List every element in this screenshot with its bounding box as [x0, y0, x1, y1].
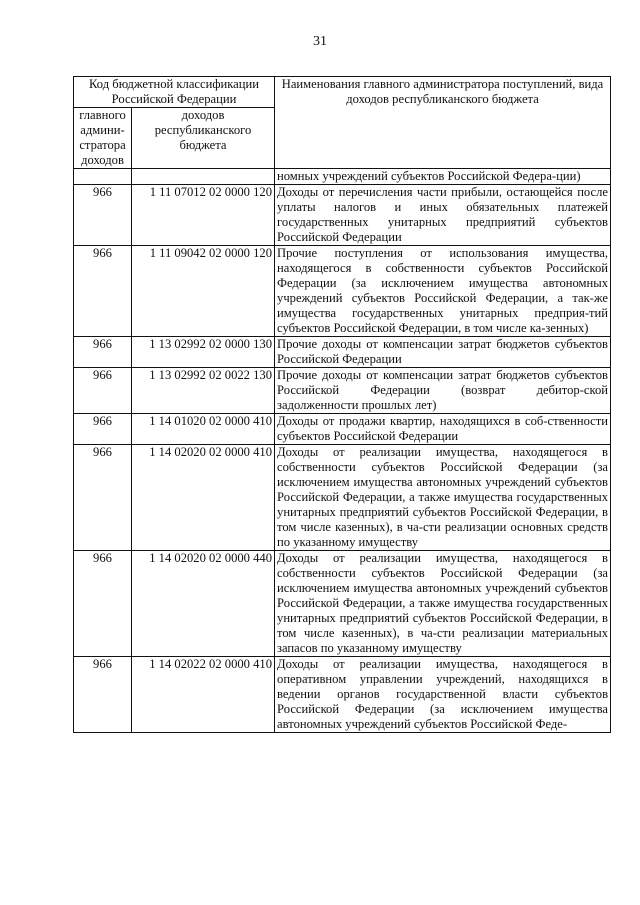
income-name-cell: номных учреждений субъектов Российской Федера-ции) — [275, 169, 611, 185]
admin-code-cell: 966 — [74, 246, 132, 337]
admin-code-cell: 966 — [74, 185, 132, 246]
income-code-cell: 1 14 02020 02 0000 440 — [132, 551, 275, 657]
income-code-cell: 1 14 01020 02 0000 410 — [132, 414, 275, 445]
admin-code-cell: 966 — [74, 551, 132, 657]
header-name-column: Наименования главного администратора поступлений, вида доходов республиканского бюджета — [275, 77, 611, 169]
table-row — [74, 445, 611, 551]
income-name-cell: Доходы от реализации имущества, находящегося в оперативном управлении учреждений, находящихся в ведении органов государственной власти субъектов Российской Федерации (за исключением имущества автономных учреждений субъектов Российской Феде- — [275, 657, 611, 733]
table-row — [74, 414, 611, 445]
income-code-cell: 1 11 09042 02 0000 120 — [132, 246, 275, 337]
header-classification-code: Код бюджетной классификации Российской Федерации — [74, 77, 275, 108]
table-row — [74, 246, 611, 337]
admin-code-cell: 966 — [74, 414, 132, 445]
income-code-cell: 1 13 02992 02 0000 130 — [132, 337, 275, 368]
income-code-cell: 1 14 02022 02 0000 410 — [132, 657, 275, 733]
header-income-column: доходов республиканского бюджета — [132, 108, 275, 169]
table-row — [74, 337, 611, 368]
table-row — [74, 657, 611, 733]
header-admin-column: главного админи-стратора доходов — [74, 108, 132, 169]
income-name-cell: Доходы от реализации имущества, находящегося в собственности субъектов Российской Федерации (за исключением имущества автономных учреждений субъектов Российской Федерации, а также имущества государственных унитарных предприятий субъектов Российской Федерации, в том числе казенных), в ча-сти реализации основных средств по указанному имуществу — [275, 445, 611, 551]
page-number: 31 — [313, 34, 327, 49]
admin-code-cell: 966 — [74, 337, 132, 368]
admin-code-cell: 966 — [74, 445, 132, 551]
income-name-cell: Прочие доходы от компенсации затрат бюджетов субъектов Российской Федерации — [275, 337, 611, 368]
admin-code-cell — [74, 169, 132, 185]
income-code-cell: 1 13 02992 02 0022 130 — [132, 368, 275, 414]
table-header-row — [74, 77, 611, 108]
admin-code-cell: 966 — [74, 368, 132, 414]
income-name-cell: Доходы от продажи квартир, находящихся в соб-ственности субъектов Российской Федерации — [275, 414, 611, 445]
table-row — [74, 551, 611, 657]
table-row — [74, 368, 611, 414]
income-name-cell: Доходы от перечисления части прибыли, остающейся после уплаты налогов и иных обязательных платежей государственных унитарных предприятий субъектов Российской Федерации — [275, 185, 611, 246]
budget-classification-table — [73, 76, 611, 733]
income-name-cell: Прочие поступления от использования имущества, находящегося в собственности субъектов Российской Федерации (за исключением имущества автономных учреждений субъектов Российской Федерации, а так-же имущества государственных унитарных предприя-тий субъектов Российской Федерации, в том числе ка-зенных) — [275, 246, 611, 337]
admin-code-cell: 966 — [74, 657, 132, 733]
income-code-cell — [132, 169, 275, 185]
income-code-cell: 1 14 02020 02 0000 410 — [132, 445, 275, 551]
income-name-cell: Доходы от реализации имущества, находящегося в собственности субъектов Российской Федерации (за исключением имущества автономных учреждений субъектов Российской Федерации, а также имущества государственных унитарных предприятий субъектов Российской Федерации, в том числе казенных), в ча-сти реализации материальных запасов по указанному имуществу — [275, 551, 611, 657]
income-name-cell: Прочие доходы от компенсации затрат бюджетов субъектов Российской Федерации (возврат дебитор-ской задолженности прошлых лет) — [275, 368, 611, 414]
table-row — [74, 169, 611, 185]
table-row — [74, 185, 611, 246]
income-code-cell: 1 11 07012 02 0000 120 — [132, 185, 275, 246]
table-body — [74, 169, 611, 733]
